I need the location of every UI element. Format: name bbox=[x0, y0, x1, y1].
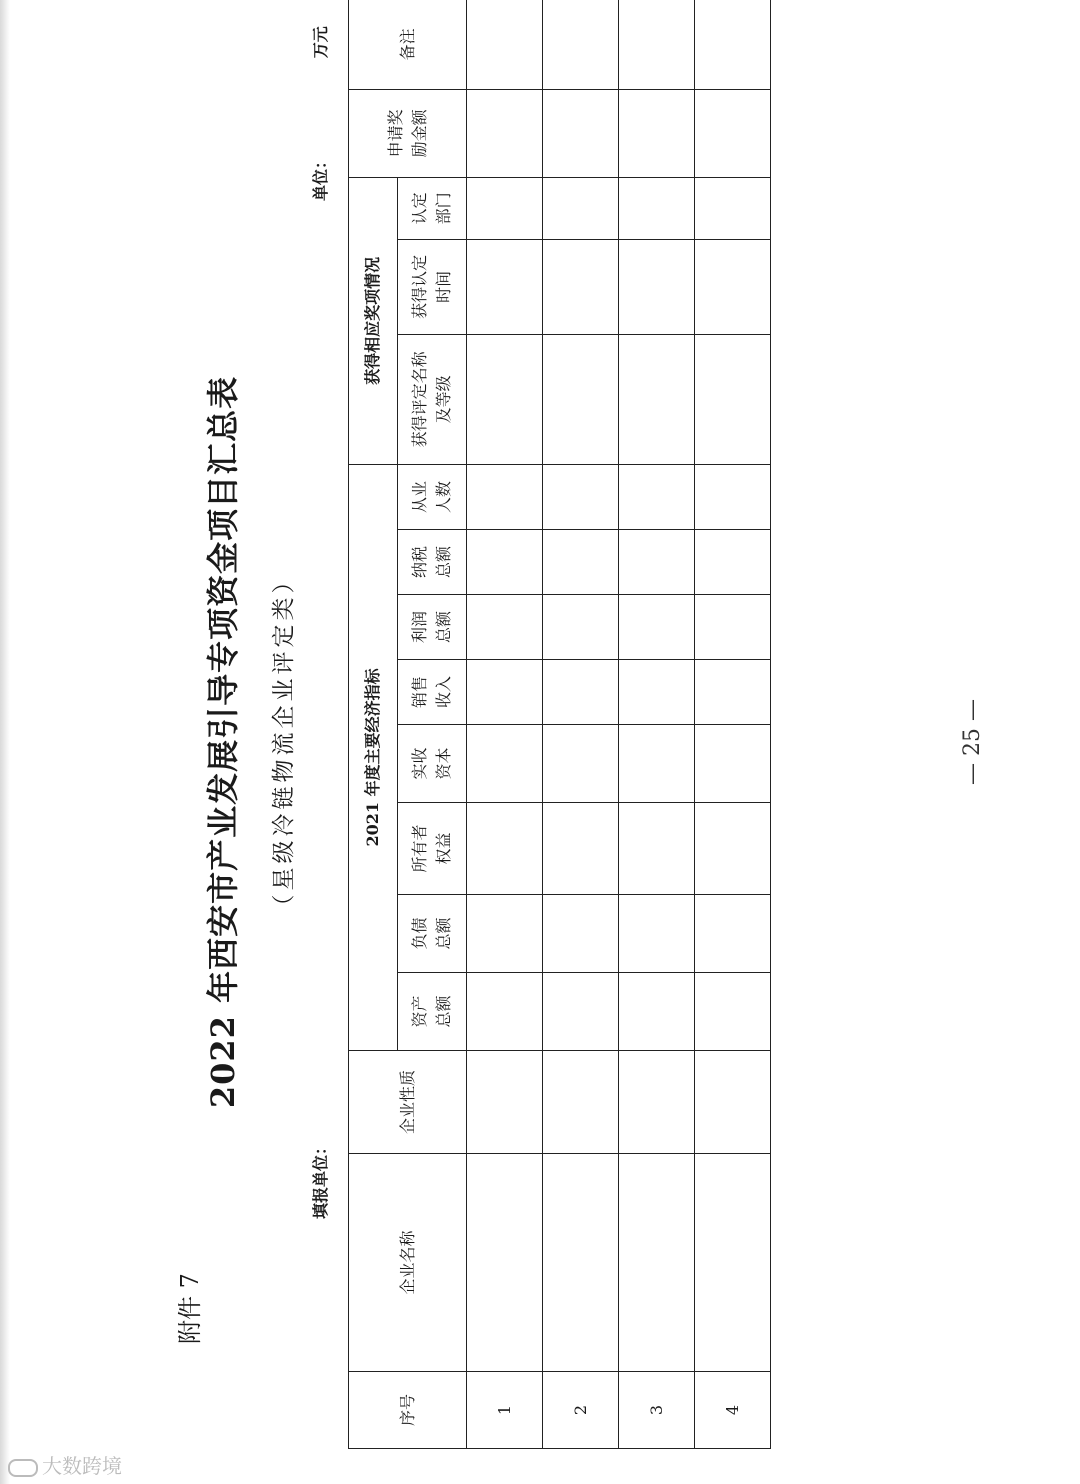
cell[interactable] bbox=[695, 595, 771, 660]
unit-value: 万元 bbox=[311, 26, 330, 59]
header-reward-amount: 申请奖 励金额 bbox=[349, 89, 467, 177]
cell[interactable] bbox=[543, 803, 619, 895]
row-seq: 3 bbox=[619, 1372, 695, 1449]
cell[interactable] bbox=[619, 660, 695, 725]
cell[interactable] bbox=[695, 464, 771, 529]
unit-indicator bbox=[308, 26, 331, 201]
cell[interactable] bbox=[695, 895, 771, 973]
header-total-liabilities: 负债 总额 bbox=[398, 895, 467, 973]
header-company-nature: 企业性质 bbox=[349, 1051, 467, 1154]
cell[interactable] bbox=[467, 1154, 543, 1372]
header-seq: 序号 bbox=[349, 1372, 467, 1449]
page-number: — 25 — bbox=[960, 699, 985, 785]
header-award-group: 获得相应奖项情况 bbox=[349, 177, 398, 464]
table-row bbox=[543, 0, 619, 1449]
cell[interactable] bbox=[619, 530, 695, 595]
header-total-tax: 纳税 总额 bbox=[398, 530, 467, 595]
header-award-department: 认定 部门 bbox=[398, 177, 467, 239]
header-award-name-level: 获得评定名称 及等级 bbox=[398, 334, 467, 464]
cell[interactable] bbox=[467, 239, 543, 334]
cell[interactable] bbox=[619, 89, 695, 177]
header-employees: 从业 人数 bbox=[398, 464, 467, 529]
cell[interactable] bbox=[467, 725, 543, 803]
cell[interactable] bbox=[467, 660, 543, 725]
cell[interactable] bbox=[619, 177, 695, 239]
cell[interactable] bbox=[619, 973, 695, 1051]
row-seq: 4 bbox=[695, 1372, 771, 1449]
cell[interactable] bbox=[467, 177, 543, 239]
fill-unit-label: 填报单位： bbox=[311, 1138, 330, 1219]
cell[interactable] bbox=[695, 334, 771, 464]
cell[interactable] bbox=[543, 973, 619, 1051]
cell[interactable] bbox=[467, 464, 543, 529]
cell[interactable] bbox=[543, 0, 619, 89]
cell[interactable] bbox=[695, 1051, 771, 1154]
cell[interactable] bbox=[619, 464, 695, 529]
document-subtitle: （星级冷链物流企业评定类） bbox=[271, 566, 297, 918]
cell[interactable] bbox=[467, 895, 543, 973]
cell[interactable] bbox=[695, 0, 771, 89]
header-award-time: 获得认定 时间 bbox=[398, 239, 467, 334]
cell[interactable] bbox=[695, 530, 771, 595]
cell[interactable] bbox=[619, 895, 695, 973]
cell[interactable] bbox=[467, 595, 543, 660]
cell[interactable] bbox=[543, 239, 619, 334]
table-row bbox=[467, 0, 543, 1449]
attachment-label: 附件 7 bbox=[176, 1273, 204, 1344]
header-paid-capital: 实收 资本 bbox=[398, 725, 467, 803]
watermark-logo-icon bbox=[8, 1459, 38, 1477]
cell[interactable] bbox=[619, 595, 695, 660]
watermark bbox=[8, 1450, 122, 1479]
cell[interactable] bbox=[695, 1154, 771, 1372]
cell[interactable] bbox=[619, 803, 695, 895]
header-company-name: 企业名称 bbox=[349, 1154, 467, 1372]
cell[interactable] bbox=[695, 973, 771, 1051]
table-row bbox=[695, 0, 771, 1449]
cell[interactable] bbox=[543, 334, 619, 464]
header-total-profit: 利润 总额 bbox=[398, 595, 467, 660]
cell[interactable] bbox=[543, 595, 619, 660]
cell[interactable] bbox=[695, 660, 771, 725]
cell[interactable] bbox=[467, 973, 543, 1051]
cell[interactable] bbox=[543, 660, 619, 725]
cell[interactable] bbox=[619, 239, 695, 334]
cell[interactable] bbox=[543, 177, 619, 239]
cell[interactable] bbox=[543, 895, 619, 973]
cell[interactable] bbox=[543, 1051, 619, 1154]
header-total-assets: 资产 总额 bbox=[398, 973, 467, 1051]
row-seq: 2 bbox=[543, 1372, 619, 1449]
cell[interactable] bbox=[467, 803, 543, 895]
header-remark: 备注 bbox=[349, 0, 467, 89]
summary-table bbox=[348, 0, 771, 1449]
unit-label: 单位： bbox=[311, 152, 330, 201]
cell[interactable] bbox=[543, 530, 619, 595]
header-sales-revenue: 销售 收入 bbox=[398, 660, 467, 725]
cell[interactable] bbox=[619, 1154, 695, 1372]
cell[interactable] bbox=[695, 239, 771, 334]
cell[interactable] bbox=[467, 1051, 543, 1154]
cell[interactable] bbox=[695, 177, 771, 239]
watermark-text: 大数跨境 bbox=[42, 1454, 122, 1478]
cell[interactable] bbox=[619, 0, 695, 89]
cell[interactable] bbox=[695, 725, 771, 803]
cell[interactable] bbox=[695, 803, 771, 895]
cell[interactable] bbox=[619, 725, 695, 803]
table-row bbox=[619, 0, 695, 1449]
cell[interactable] bbox=[467, 530, 543, 595]
cell[interactable] bbox=[619, 1051, 695, 1154]
row-seq: 1 bbox=[467, 1372, 543, 1449]
cell[interactable] bbox=[543, 1154, 619, 1372]
cell[interactable] bbox=[543, 464, 619, 529]
cell[interactable] bbox=[619, 334, 695, 464]
document-title: 2022 年西安市产业发展引导专项资金项目汇总表 bbox=[204, 375, 242, 1109]
cell[interactable] bbox=[543, 725, 619, 803]
cell[interactable] bbox=[467, 334, 543, 464]
header-owner-equity: 所有者 权益 bbox=[398, 803, 467, 895]
cell[interactable] bbox=[543, 89, 619, 177]
cell[interactable] bbox=[695, 89, 771, 177]
header-econ-group: 2021 年度主要经济指标 bbox=[349, 464, 398, 1050]
cell[interactable] bbox=[467, 0, 543, 89]
cell[interactable] bbox=[467, 89, 543, 177]
